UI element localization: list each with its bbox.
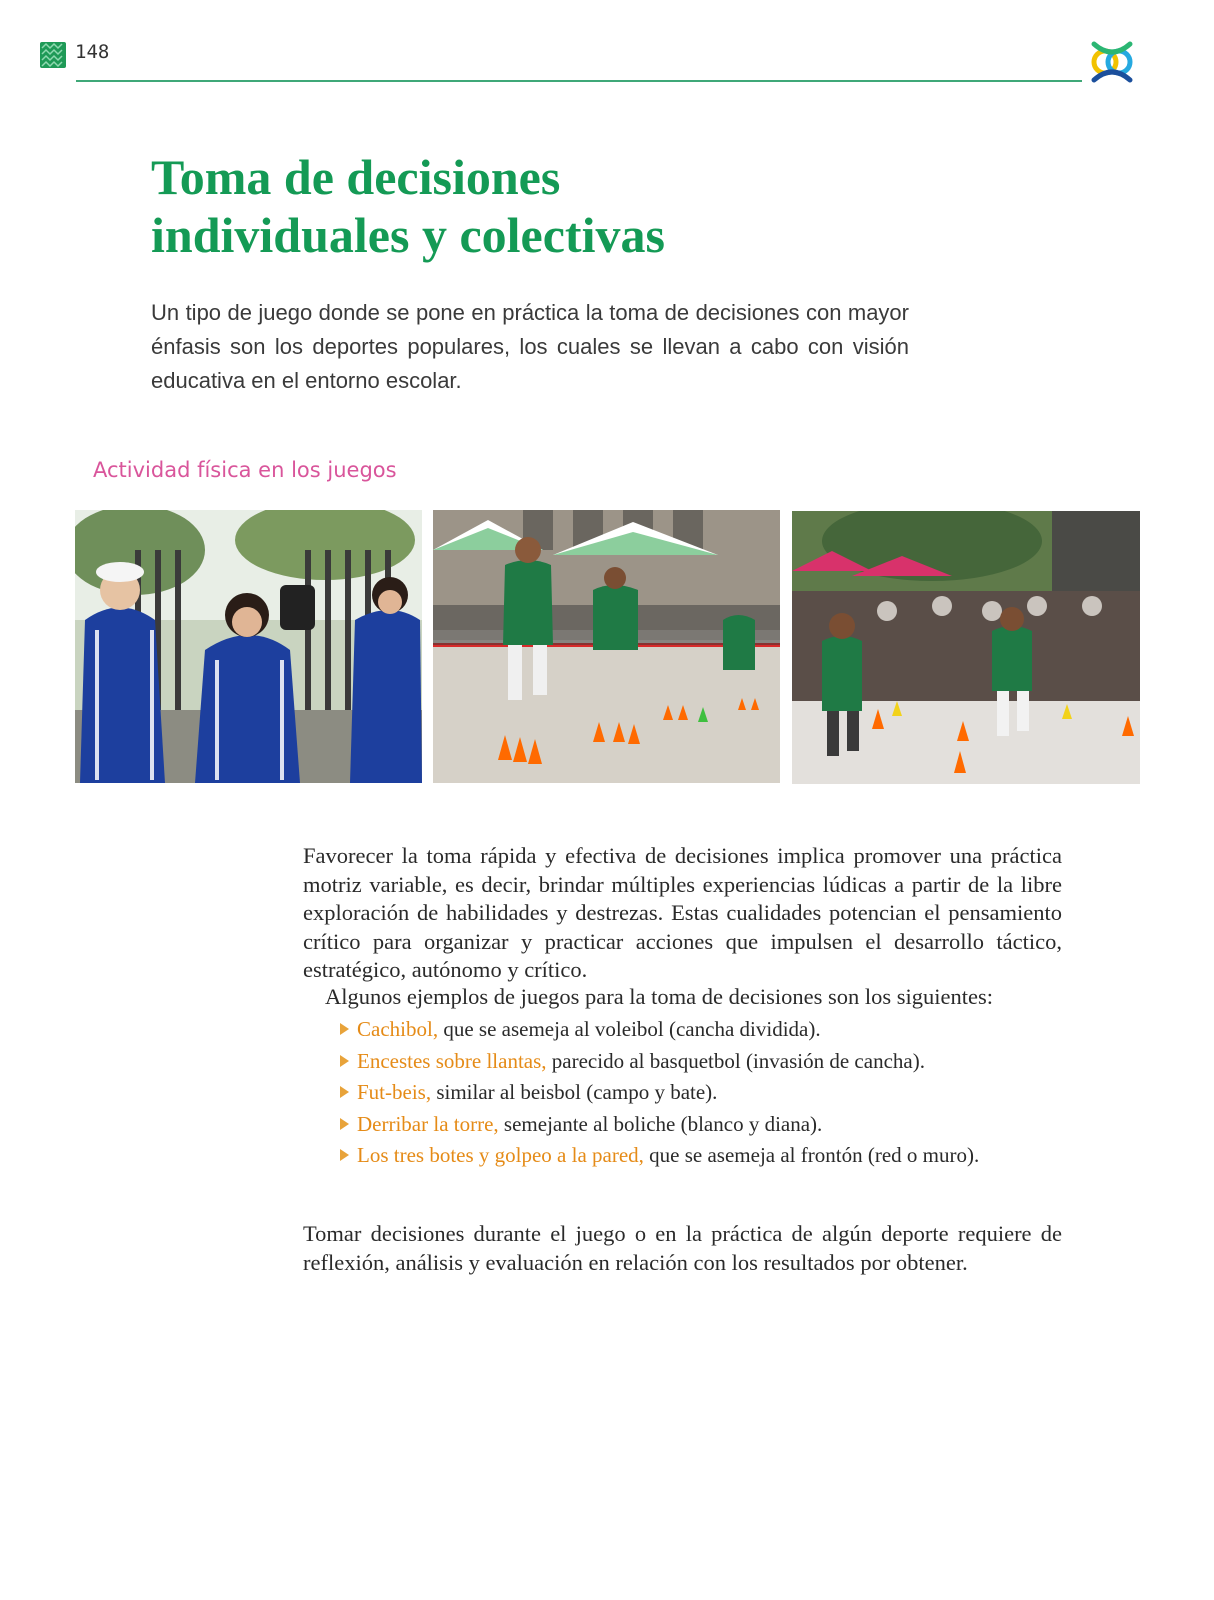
green-pattern-icon: [40, 42, 66, 68]
game-description: que se asemeja al frontón (red o muro).: [643, 1143, 980, 1167]
game-description: parecido al basquetbol (invasión de cancha).: [546, 1048, 925, 1073]
game-examples-list: [340, 1014, 979, 1172]
game-description: similar al beisbol (campo y bate).: [431, 1080, 718, 1104]
game-name: Los tres botes y golpeo a la pared,: [357, 1143, 644, 1167]
body-paragraph-2: Algunos ejemplos de juegos para la toma de decisiones son los siguientes:: [325, 984, 994, 1009]
triangle-bullet-icon: [340, 1023, 349, 1035]
list-item: [340, 1014, 979, 1046]
title-line-1: Toma de decisiones: [151, 149, 561, 205]
game-description: que se asemeja al voleibol (cancha dividida).: [438, 1017, 821, 1041]
interlocking-rings-logo-icon: [1088, 38, 1136, 86]
header-rule: [76, 80, 1082, 82]
triangle-bullet-icon: [340, 1055, 349, 1067]
body-paragraph-1: Favorecer la toma rápida y efectiva de decisiones implica promover una práctica motriz variable, es decir, brindar múltiples experiencias lúdicas a partir de la libre exploración de habilidades y destrezas. Estas cualidades potencian el pensamiento crítico para organizar y practicar acciones que impulsen el desarrollo táctico, estratégico, autónomo y crítico.: [303, 843, 1062, 982]
students-running-in-blue-tracksuits-photo: [75, 510, 422, 783]
body-paragraph-3: Tomar decisiones durante el juego o en la práctica de algún deporte requiere de reflexión, análisis y evaluación en relación con los resultados por obtener.: [303, 1221, 1062, 1275]
game-name: Cachibol,: [357, 1017, 439, 1041]
page-title: [151, 148, 665, 264]
triangle-bullet-icon: [340, 1149, 349, 1161]
triangle-bullet-icon: [340, 1086, 349, 1098]
list-item: [340, 1109, 979, 1141]
game-name: Encestes sobre llantas,: [357, 1048, 547, 1073]
list-item: [340, 1077, 979, 1109]
game-name: Derribar la torre,: [357, 1111, 499, 1136]
title-line-2: individuales y colectivas: [151, 207, 665, 263]
children-running-cone-course-photo: [433, 510, 780, 783]
list-item: [340, 1140, 979, 1172]
game-name: Fut-beis,: [357, 1080, 432, 1104]
intro-paragraph: Un tipo de juego donde se pone en práctica la toma de decisiones con mayor énfasis son los deportes populares, los cuales se llevan a cabo con visión educativa en el entorno escolar.: [151, 300, 909, 393]
game-description: semejante al boliche (blanco y diana).: [498, 1111, 823, 1136]
list-item: [340, 1046, 979, 1078]
triangle-bullet-icon: [340, 1118, 349, 1130]
section-heading: Actividad física en los juegos: [93, 458, 397, 482]
children-racing-in-plaza-photo: [792, 511, 1140, 784]
page-number: 148: [75, 41, 110, 63]
